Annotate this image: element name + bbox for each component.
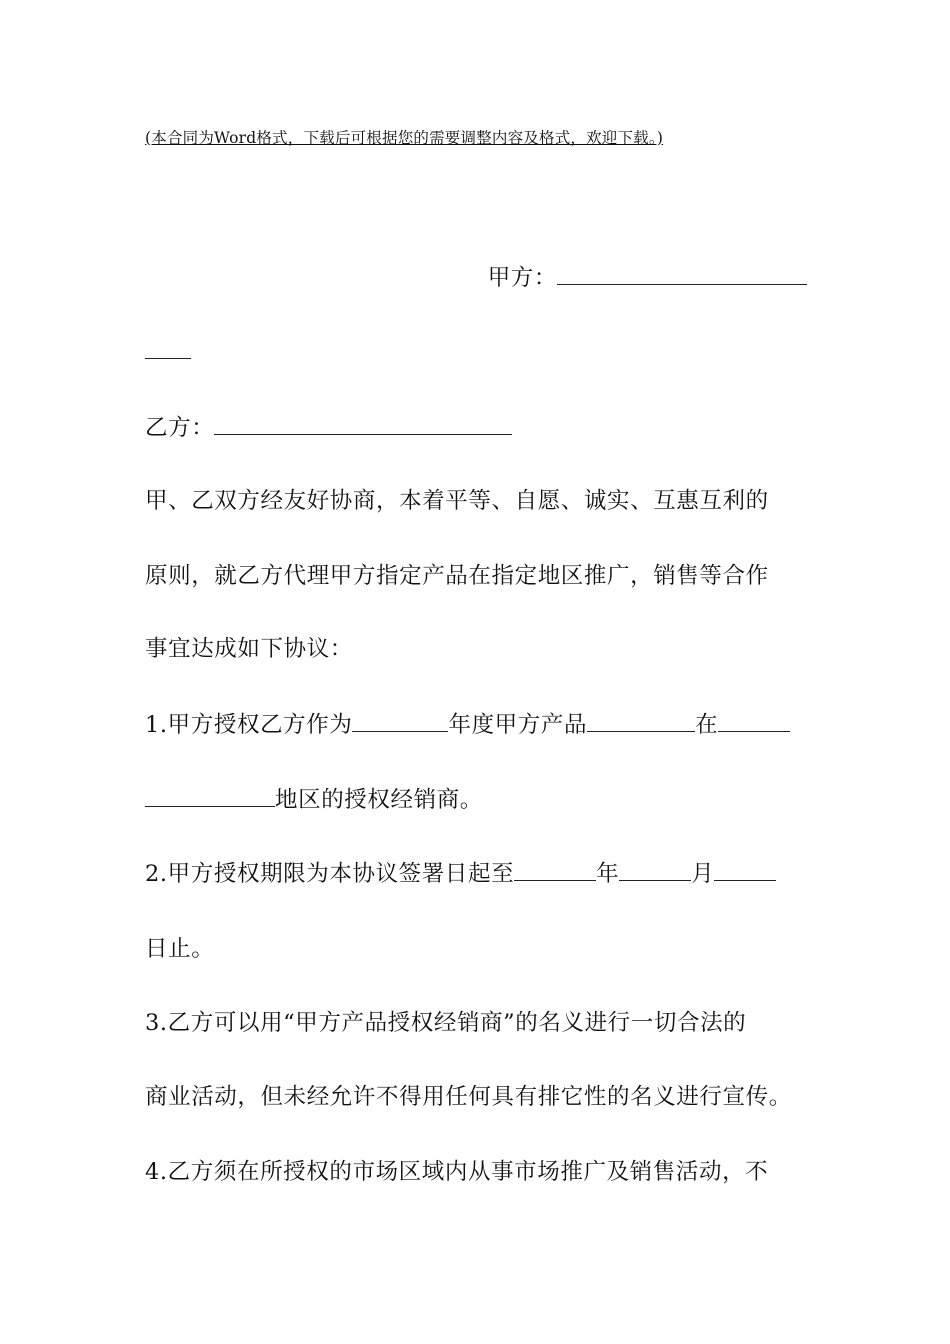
clause-3-line-2: 商业活动，但未经允许不得用任何具有排它性的名义进行宣传。 <box>145 1084 792 1110</box>
clause-1-line-1 <box>145 709 807 740</box>
clause-1-text-a: 1.甲方授权乙方作为 <box>145 712 353 738</box>
clause-2-text-a: 2.甲方授权期限为本协议签署日起至 <box>145 861 515 887</box>
clause-1-product-blank <box>587 709 695 732</box>
party-b-label: 乙方： <box>145 415 215 441</box>
clause-1-region-blank <box>718 709 790 732</box>
clause-2-month-blank <box>619 858 691 881</box>
intro-line-2: 原则，就乙方代理甲方指定产品在指定地区推广，销售等合作 <box>145 563 769 589</box>
clause-1-region-blank-continued <box>145 784 275 807</box>
clause-2-day-blank <box>714 858 776 881</box>
clause-4-line-1: 4.乙方须在所授权的市场区域内从事市场推广及销售活动，不 <box>145 1159 769 1185</box>
party-a-blank <box>557 262 807 285</box>
party-a-line-continued <box>145 336 807 367</box>
party-a-line <box>145 262 807 293</box>
clause-2-line-2: 日止。 <box>145 936 215 962</box>
clause-2-line-1 <box>145 858 807 889</box>
clause-2-text-c: 月 <box>691 861 715 887</box>
party-a-blank-continued <box>145 336 191 359</box>
clause-1-text-c: 在 <box>695 712 719 738</box>
clause-1-text-d: 地区的授权经销商。 <box>275 787 483 813</box>
clause-2-text-b: 年 <box>596 861 620 887</box>
party-b-blank <box>214 412 512 435</box>
party-b-line <box>145 412 807 443</box>
clause-3-line-1: 3.乙方可以用“甲方产品授权经销商”的名义进行一切合法的 <box>145 1010 747 1036</box>
party-a-label: 甲方： <box>487 265 557 291</box>
clause-2-year-blank <box>514 858 596 881</box>
clause-1-line-2 <box>145 784 807 815</box>
clause-1-year-blank <box>352 709 448 732</box>
intro-line-3: 事宜达成如下协议： <box>145 636 353 662</box>
format-note: (本合同为Word格式，下载后可根据您的需要调整内容及格式，欢迎下载。) <box>145 129 664 147</box>
clause-1-text-b: 年度甲方产品 <box>448 712 588 738</box>
intro-line-1: 甲、乙双方经友好协商，本着平等、自愿、诚实、互惠互利的 <box>145 488 769 514</box>
